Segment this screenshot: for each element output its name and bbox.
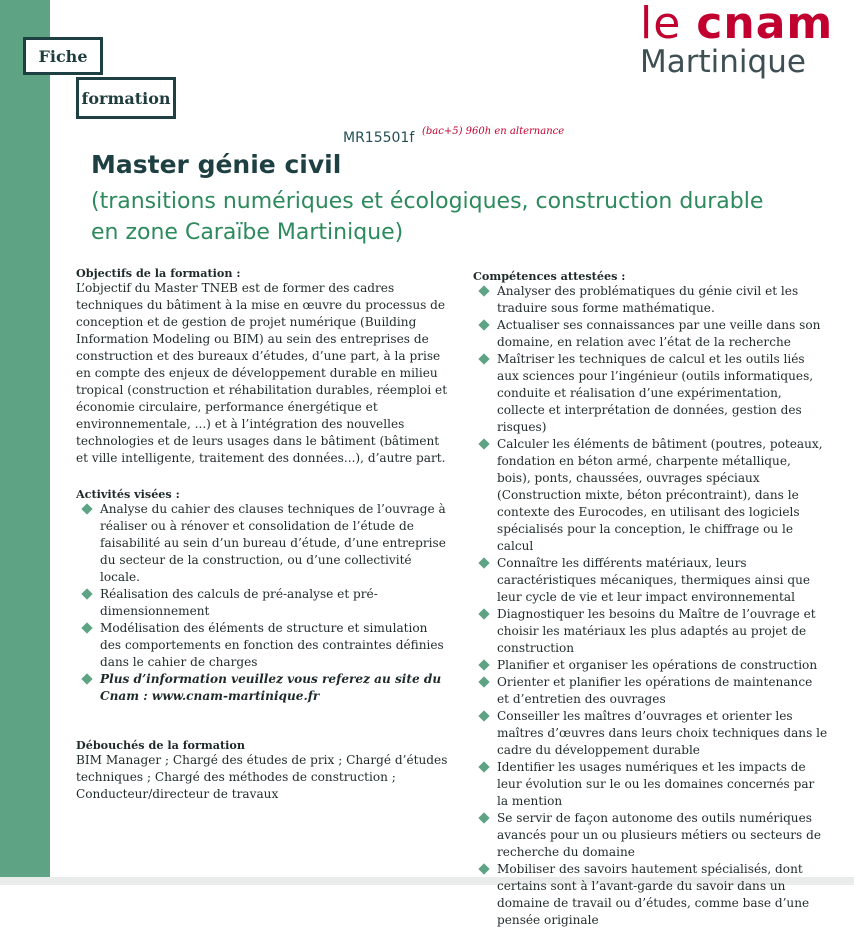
logo-wordmark: [640, 0, 840, 49]
formation-label: formation: [76, 77, 176, 119]
list-item-text: Planifier et organiser les opérations de construction: [497, 658, 818, 672]
activites-list: [76, 501, 448, 705]
list-item: [473, 351, 828, 436]
fiche-label: Fiche: [23, 37, 103, 75]
list-item-text: Mobiliser des savoirs hautement spécialisés, dont certains sont à l’avant-garde du savoir dans un domaine de travail ou d’études, comme base d’une pensée originale: [497, 862, 810, 927]
diamond-bullet-icon: [478, 319, 489, 330]
list-item-text: Identifier les usages numériques et les impacts de leur évolution sur le ou les domaines concernés par la mention: [497, 760, 815, 808]
cnam-logo: [640, 2, 840, 78]
list-item: [76, 620, 448, 671]
diamond-bullet-icon: [81, 622, 92, 633]
list-item-text: Actualiser ses connaissances par une veille dans son domaine, en relation avec l’état de la recherche: [497, 318, 821, 349]
objectifs-heading: Objectifs de la formation :: [76, 266, 241, 280]
list-item-text: Analyser des problématiques du génie civil et les traduire sous forme mathématique.: [497, 284, 799, 315]
debouches-text: BIM Manager ; Chargé des études de prix ; Chargé d’études techniques ; Chargé des méthodes de construction ; Conducteur/directeur de travaux: [76, 753, 448, 801]
diamond-bullet-icon: [478, 608, 489, 619]
list-item: [473, 555, 828, 606]
logo-region: Martinique: [640, 44, 806, 80]
diamond-bullet-icon: [478, 557, 489, 568]
list-item: [473, 759, 828, 810]
course-code: MR15501f: [343, 130, 415, 146]
activites-heading: Activités visées :: [76, 487, 180, 501]
diamond-bullet-icon: [478, 659, 489, 670]
list-item: [473, 674, 828, 708]
list-item: [473, 810, 828, 861]
list-item: [473, 606, 828, 657]
diamond-bullet-icon: [478, 710, 489, 721]
list-item-text: Conseiller les maîtres d’ouvrages et orienter les maîtres d’œuvres dans leurs choix techniques dans le cadre du développement durable: [497, 709, 828, 757]
list-item-text: Diagnostiquer les besoins du Maître de l’ouvrage et choisir les matériaux les plus adaptés au projet de construction: [497, 607, 816, 655]
competences-heading: Compétences attestées :: [473, 269, 626, 283]
diamond-bullet-icon: [81, 588, 92, 599]
list-item: [473, 436, 828, 555]
diamond-bullet-icon: [81, 673, 92, 684]
list-item: [76, 671, 448, 705]
diamond-bullet-icon: [81, 503, 92, 514]
diamond-bullet-icon: [478, 676, 489, 687]
left-sidebar-band: [0, 0, 50, 885]
list-item-text: Modélisation des éléments de structure et simulation des comportements en fonction des contraintes définies dans le cahier de charges: [100, 621, 444, 669]
list-item-text: Réalisation des calculs de pré-analyse et pré-dimensionnement: [100, 587, 378, 618]
page-subtitle: (transitions numériques et écologiques, construction durable en zone Caraïbe Martinique): [91, 189, 764, 245]
list-item: [473, 283, 828, 317]
objectifs-text: L’objectif du Master TNEB est de former des cadres techniques du bâtiment à la mise en œuvre du processus de conception et de gestion de projet numérique (Building Information Modeling ou BIM) au sein des entreprises de construction et des bureaux d’études, d’une part, à la prise en compte des enjeux de développement durable en milieu tropical (construction et réhabilitation durables, réemploi et économie circulaire, performance énergétique et environnementale, ...) et à l’intégration des nouvelles technologies et de leurs usages dans le bâtiment (bâtiment et ville intelligente, traitement des données...), d’autre part.: [76, 281, 448, 465]
list-item-text: Maîtriser les techniques de calcul et les outils liés aux sciences pour l’ingénieur (outils informatiques, conduite et réalisation d’une expérimentation, collecte et interprétation de données, gestion des risques): [497, 352, 814, 434]
list-item: [473, 708, 828, 759]
competences-list: [473, 283, 828, 929]
list-item-text: Analyse du cahier des clauses techniques de l’ouvrage à réaliser ou à rénover et consolidation de l’étude de faisabilité au sein d’un bureau d’étude, d’une entreprise du secteur de la construction, ou d’une collectivité locale.: [100, 502, 446, 584]
diamond-bullet-icon: [478, 812, 489, 823]
list-item: [473, 657, 828, 674]
right-column: [473, 269, 828, 929]
diamond-bullet-icon: [478, 438, 489, 449]
logo-brand: cnam: [696, 0, 834, 49]
list-item: [76, 501, 448, 586]
left-column: [76, 266, 448, 803]
list-item-text: Se servir de façon autonome des outils numériques avancés pour un ou plusieurs métiers ou secteurs de recherche du domaine: [497, 811, 821, 859]
list-item: [473, 861, 828, 929]
logo-prefix: le: [640, 0, 697, 49]
diamond-bullet-icon: [478, 353, 489, 364]
list-item: [473, 317, 828, 351]
info-link-text: Plus d’information veuillez vous referez au site du Cnam : www.cnam-martinique.fr: [100, 672, 442, 703]
diamond-bullet-icon: [478, 761, 489, 772]
list-item: [76, 586, 448, 620]
debouches-heading: Débouchés de la formation: [76, 738, 245, 752]
diamond-bullet-icon: [478, 285, 489, 296]
page-title: Master génie civil: [91, 150, 342, 179]
list-item-text: Orienter et planifier les opérations de maintenance et d’entretien des ouvrages: [497, 675, 813, 706]
list-item-text: Connaître les différents matériaux, leurs caractéristiques mécaniques, thermiques ainsi que leur cycle de vie et leur impact environnemental: [497, 556, 811, 604]
list-item-text: Calculer les éléments de bâtiment (poutres, poteaux, fondation en béton armé, charpente métallique, bois), ponts, chaussées, ouvrages spéciaux (Construction mixte, béton précontraint), dans le contexte des Eurocodes, en utilisant des logiciels spécialisés pour la conception, le chiffrage ou le calcul: [497, 437, 823, 553]
diamond-bullet-icon: [478, 863, 489, 874]
course-level: (bac+5) 960h en alternance: [422, 126, 565, 137]
